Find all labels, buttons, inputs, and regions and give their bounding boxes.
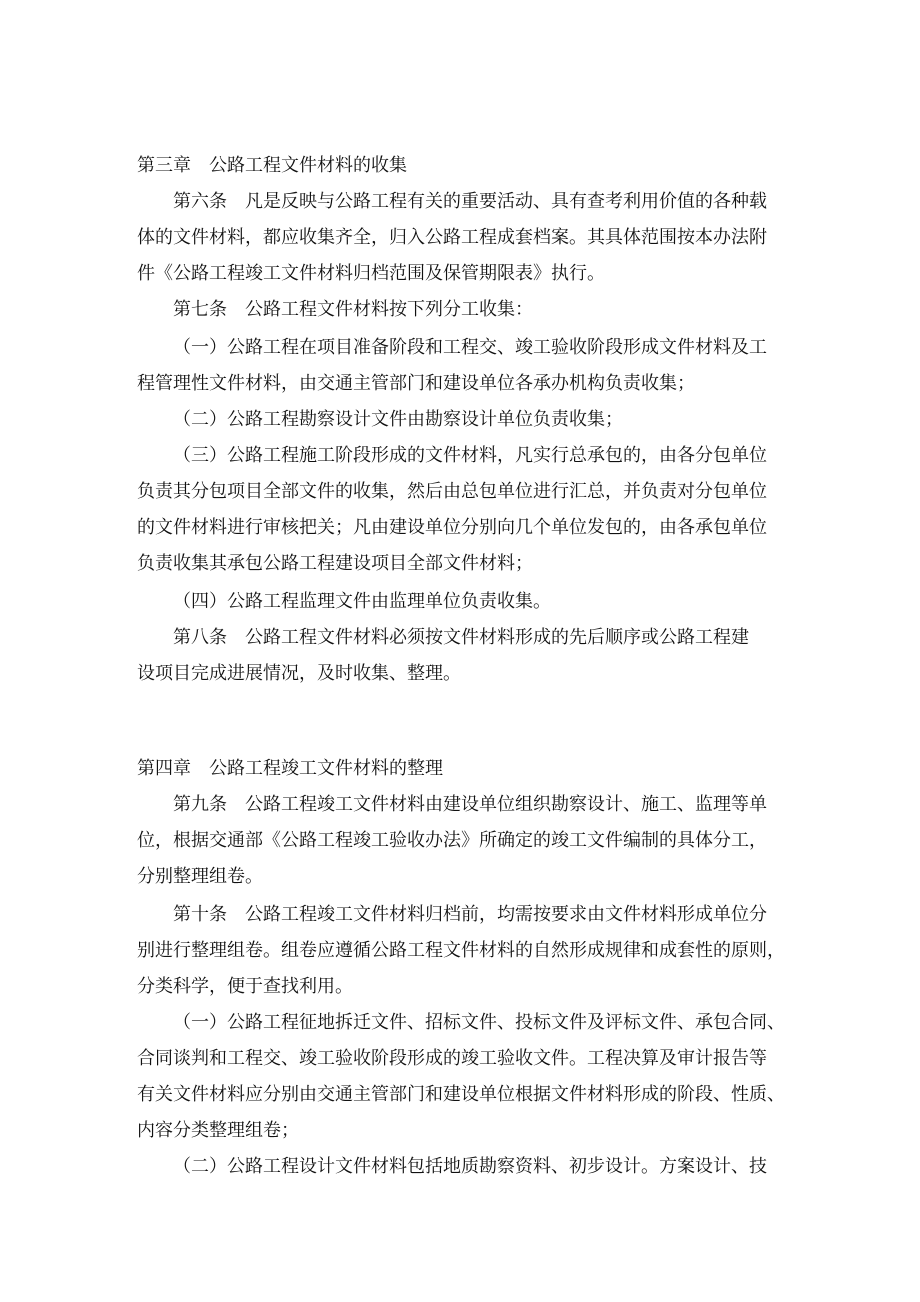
article-7-heading: 第七条 公路工程文件材料按下列分工收集：: [173, 299, 533, 320]
article-10-line-2: 别进行整理组卷。组卷应遵循公路工程文件材料的自然形成规律和成套性的原则，: [137, 940, 785, 961]
article-10-item-1-line-2: 合同谈判和工程交、竣工验收阶段形成的竣工验收文件。工程决算及审计报告等: [137, 1048, 767, 1069]
article-6-line-3: 件《公路工程竣工文件材料归档范围及保管期限表》执行。: [137, 263, 605, 284]
article-7-item-3-line-4: 负责收集其承包公路工程建设项目全部文件材料；: [137, 553, 533, 574]
article-6-line-1: 第六条 凡是反映与公路工程有关的重要活动、具有查考利用价值的各种载: [173, 191, 767, 212]
article-6-line-2: 体的文件材料，都应收集齐全，归入公路工程成套档案。其具体范围按本办法附: [137, 227, 767, 248]
article-10-line-1: 第十条 公路工程竣工文件材料归档前，均需按要求由文件材料形成单位分: [173, 904, 767, 925]
article-10-item-2-line-1: （二）公路工程设计文件材料包括地质勘察资料、初步设计。方案设计、技: [173, 1156, 767, 1177]
article-8-line-2: 设项目完成进展情况，及时收集、整理。: [137, 663, 461, 684]
article-7-item-2: （二）公路工程勘察设计文件由勘察设计单位负责收集；: [173, 409, 623, 430]
article-10-item-1-line-3: 有关文件材料应分别由交通主管部门和建设单位根据文件材料形成的阶段、性质、: [137, 1084, 785, 1105]
article-9-line-2: 位，根据交通部《公路工程竣工验收办法》所确定的竣工文件编制的具体分工，: [137, 830, 767, 851]
article-7-item-3-line-2: 负责其分包项目全部文件的收集，然后由总包单位进行汇总，并负责对分包单位: [137, 481, 767, 502]
article-9-line-3: 分别整理组卷。: [137, 866, 263, 887]
article-7-item-1-line-1: （一）公路工程在项目准备阶段和工程交、竣工验收阶段形成文件材料及工: [173, 337, 767, 358]
article-9-line-1: 第九条 公路工程竣工文件材料由建设单位组织勘察设计、施工、监理等单: [173, 794, 767, 815]
article-10-item-1-line-4: 内容分类整理组卷；: [137, 1120, 299, 1141]
chapter-3-title: 第三章 公路工程文件材料的收集: [137, 155, 407, 176]
article-7-item-3-line-1: （三）公路工程施工阶段形成的文件材料，凡实行总承包的，由各分包单位: [173, 445, 767, 466]
article-7-item-3-line-3: 的文件材料进行审核把关；凡由建设单位分别向几个单位发包的，由各承包单位: [137, 517, 767, 538]
article-8-line-1: 第八条 公路工程文件材料必须按文件材料形成的先后顺序或公路工程建: [173, 627, 749, 648]
chapter-4-title: 第四章 公路工程竣工文件材料的整理: [137, 758, 443, 779]
article-10-item-1-line-1: （一）公路工程征地拆迁文件、招标文件、投标文件及评标文件、承包合同、: [173, 1012, 785, 1033]
article-7-item-1-line-2: 程管理性文件材料，由交通主管部门和建设单位各承办机构负责收集；: [137, 373, 695, 394]
article-10-line-3: 分类科学，便于查找利用。: [137, 976, 353, 997]
article-7-item-4: （四）公路工程监理文件由监理单位负责收集。: [173, 591, 551, 612]
